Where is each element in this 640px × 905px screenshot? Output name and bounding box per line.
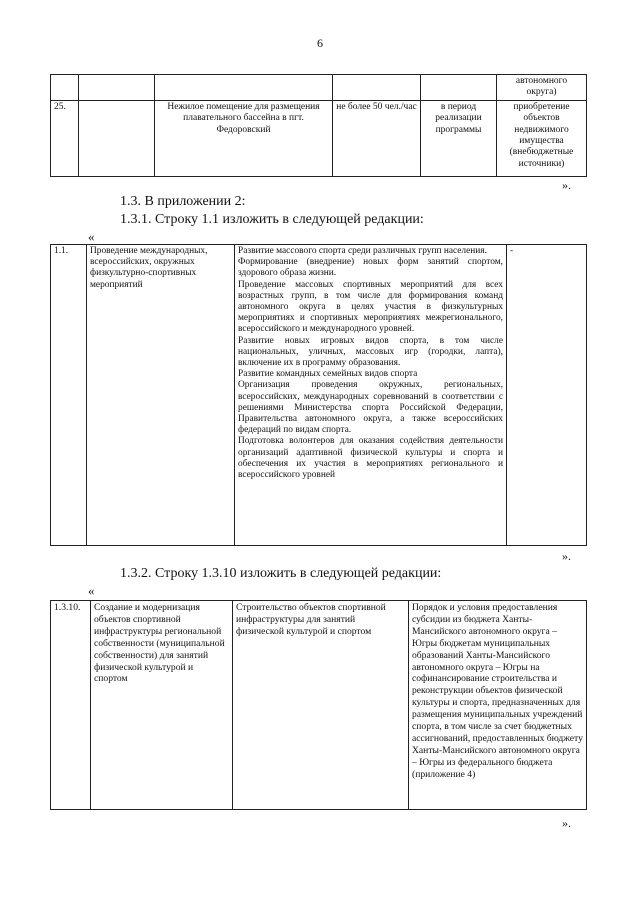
object-name-cell xyxy=(155,75,333,101)
row-number-cell xyxy=(51,75,79,101)
closing-quote: ». xyxy=(562,816,571,830)
section-heading: 1.3. В приложении 2: xyxy=(120,194,246,209)
extra-cell: - xyxy=(507,245,587,546)
source-cell: автономного округа) xyxy=(497,75,587,101)
paragraph: Развитие массового спорта среди различных групп населения. xyxy=(238,246,487,256)
section-heading: 1.3.2. Строку 1.3.10 изложить в следующей редакции: xyxy=(120,566,442,581)
row-number-cell: 1.3.10. xyxy=(51,601,91,810)
paragraph: Развитие командных семейных видов спорта xyxy=(238,369,418,380)
opening-quote: « xyxy=(88,229,95,244)
closing-quote: ». xyxy=(562,549,571,563)
table-row xyxy=(51,75,587,101)
measure-content-cell: Строительство объектов спортивной инфраструктуры для занятий физической культурой и спортом xyxy=(233,601,409,810)
measure-name-cell: Создание и модернизация объектов спортивной инфраструктуры региональной собственности (муниципальной собственности) для занятий физической культурой и спортом xyxy=(91,601,233,810)
row-number-cell: 1.1. xyxy=(51,245,87,546)
table-row xyxy=(51,245,587,546)
period-cell: в период реализации программы xyxy=(421,100,497,176)
procedure-cell: Порядок и условия предоставления субсидии из бюджета Ханты-Мансийского автономного округа – Югры бюджетам муниципальных образований Ханты-Мансийского автономного округа – Югры на софинансирование строительства и реконструкции объектов физической культуры и спорта, предназначенных для размещения муниципальных учреждений спорта, в том числе за счет бюджетных ассигнований, предоставленных бюджету Ханты-Мансийского автономного округа – Югры из федерального бюджета (приложение 4) xyxy=(409,601,587,810)
period-cell xyxy=(421,75,497,101)
paragraph: Подготовка волонтеров для оказания содействия деятельности организаций адаптивной физической культуры и спорта и обеспечения их участия в мероприятиях регионального и всероссийского уровней xyxy=(238,436,503,481)
source-cell: приобретение объектов недвижимого имущества (внебюджетные источники) xyxy=(497,100,587,176)
row-number-cell: 25. xyxy=(51,100,79,176)
measure-name-cell: Проведение международных, всероссийских, окружных физкультурно-спортивных мероприятий xyxy=(87,245,235,546)
paragraph: Организация проведения окружных, региональных, всероссийских, международных соревнований в соответствии с решениями Министерства спорта Российской Федерации, Правительства автономного округа, а также всероссийских федераций по видам спорта. xyxy=(238,380,503,436)
section-heading: 1.3.1. Строку 1.1 изложить в следующей редакции: xyxy=(120,212,424,227)
capacity-cell: не более 50 чел./час xyxy=(333,100,421,176)
measure-table xyxy=(50,244,587,546)
page-number: 6 xyxy=(317,36,323,50)
paragraph: Проведение массовых спортивных мероприятий для всех возрастных групп, в том числе для формирования команд автономного округа в целях участия в физкультурных мероприятиях и спортивных мероприятиях межрегионального, всероссийского и международного уровней. xyxy=(238,279,503,335)
table-row xyxy=(51,601,587,810)
paragraph: Формирование (внедрение) новых форм занятий спортом, здорового образа жизни. xyxy=(238,257,503,279)
table-row xyxy=(51,100,587,176)
closing-quote: ». xyxy=(562,178,571,192)
measure-table xyxy=(50,600,587,810)
objects-table xyxy=(50,74,587,177)
object-name-cell: Нежилое помещение для размещения плавательного бассейна в пгт. Федоровский xyxy=(155,100,333,176)
empty-cell xyxy=(79,75,155,101)
opening-quote: « xyxy=(88,583,95,598)
capacity-cell xyxy=(333,75,421,101)
empty-cell xyxy=(79,100,155,176)
measure-content-cell xyxy=(235,245,507,546)
paragraph: Развитие новых игровых видов спорта, в том числе национальных, уличных, массовых игр (городки, лапта), включение их в программу образования. xyxy=(238,335,503,369)
